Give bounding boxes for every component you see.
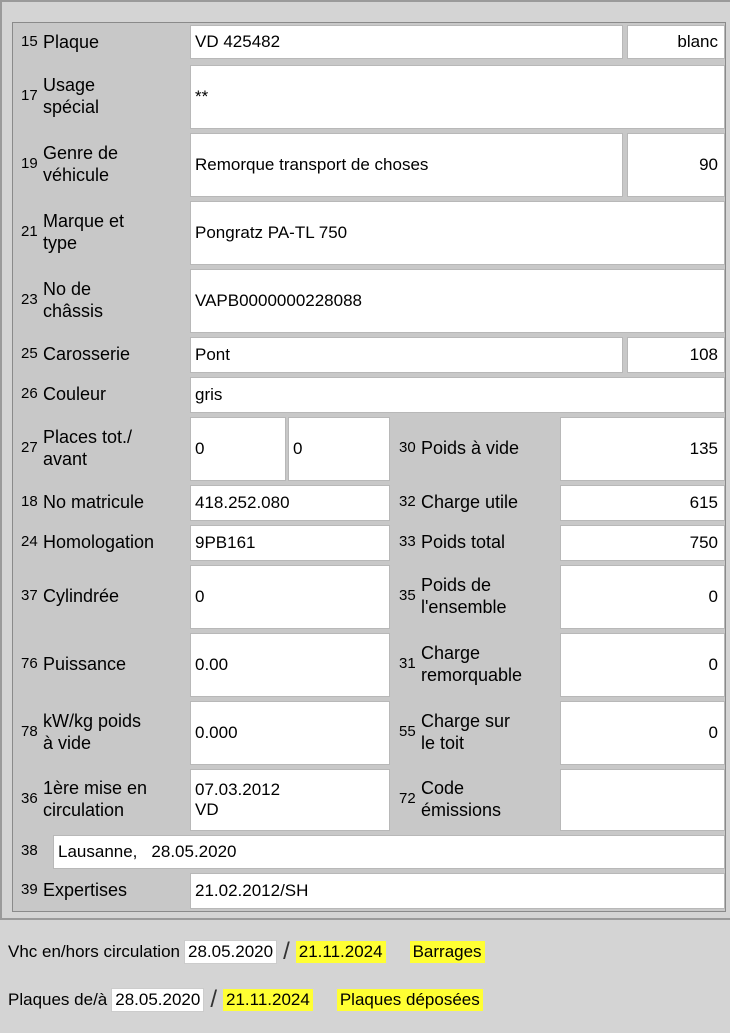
value-mise-canton: VD xyxy=(195,800,219,819)
label-plaque xyxy=(13,23,189,61)
status-footer xyxy=(0,918,730,1033)
label-cylindree xyxy=(13,563,189,629)
value-plaque: VD 425482 xyxy=(190,25,623,59)
value-lieu: Lausanne, xyxy=(58,842,138,861)
field-label-line1: Usage xyxy=(43,75,96,95)
value-mise-circulation xyxy=(190,769,390,831)
field-label: Plaque xyxy=(43,32,100,52)
field-number: 27 xyxy=(21,439,38,456)
value-places-total: 0 xyxy=(190,417,286,481)
field-label: Couleur xyxy=(43,384,107,404)
value-charge-remorquable: 0 xyxy=(560,633,725,697)
label-places xyxy=(13,415,189,481)
field-number: 35 xyxy=(399,587,416,604)
value-charge-utile: 615 xyxy=(560,485,725,521)
label-charge-utile xyxy=(391,483,559,521)
plaques-date-from: 28.05.2020 xyxy=(111,988,204,1012)
vehicle-circulation-row xyxy=(8,938,485,966)
field-number: 19 xyxy=(21,155,38,172)
field-label-line2: l'ensemble xyxy=(421,597,507,617)
value-genre-code: 90 xyxy=(627,133,725,197)
value-charge-toit: 0 xyxy=(560,701,725,765)
value-plaque-color: blanc xyxy=(627,25,725,59)
field-label-line2: émissions xyxy=(421,800,502,820)
field-number: 17 xyxy=(21,87,38,104)
field-label-line1: Charge sur xyxy=(421,711,511,731)
field-label-line1: Charge xyxy=(421,643,481,663)
label-genre xyxy=(13,131,189,197)
field-label-line2: véhicule xyxy=(43,165,110,185)
field-number: 37 xyxy=(21,587,38,604)
label-carosserie xyxy=(13,335,189,373)
field-number: 31 xyxy=(399,655,416,672)
value-kwkg: 0.000 xyxy=(190,701,390,765)
label-puissance xyxy=(13,631,189,697)
label-poids-total xyxy=(391,523,559,561)
plaques-date-to: 21.11.2024 xyxy=(223,989,313,1011)
field-label-line2: type xyxy=(43,233,78,253)
label-charge-remorquable xyxy=(391,631,559,697)
field-label-line2: châssis xyxy=(43,301,104,321)
field-number: 38 xyxy=(21,842,38,859)
label-usage-special xyxy=(13,63,189,129)
label-kwkg xyxy=(13,699,189,765)
field-number: 78 xyxy=(21,723,38,740)
vhc-slash: / xyxy=(283,938,290,965)
value-homologation: 9PB161 xyxy=(190,525,390,561)
field-label-line1: Genre de xyxy=(43,143,119,163)
value-lieu-datum: 28.05.2020 xyxy=(151,842,237,861)
field-label-line2: circulation xyxy=(43,800,125,820)
field-label-line1: Code xyxy=(421,778,465,798)
field-number: 32 xyxy=(399,493,416,510)
value-code-emissions xyxy=(560,769,725,831)
label-chassis xyxy=(13,267,189,333)
field-label: Poids total xyxy=(421,532,506,552)
value-carosserie: Pont xyxy=(190,337,623,373)
field-label: Cylindrée xyxy=(43,586,120,606)
value-marque: Pongratz PA-TL 750 xyxy=(190,201,725,265)
field-label: Homologation xyxy=(43,532,155,552)
field-label: Expertises xyxy=(43,880,128,900)
plaques-status-badge: Plaques déposées xyxy=(337,989,483,1011)
field-number: 23 xyxy=(21,291,38,308)
value-genre: Remorque transport de choses xyxy=(190,133,623,197)
field-label-line1: Poids de xyxy=(421,575,492,595)
label-matricule xyxy=(13,483,189,521)
vhc-status-badge: Barrages xyxy=(410,941,485,963)
field-number: 25 xyxy=(21,345,38,362)
field-label-line2: à vide xyxy=(43,733,92,753)
value-usage-special: ** xyxy=(190,65,725,129)
field-label: Puissance xyxy=(43,654,127,674)
value-carosserie-code: 108 xyxy=(627,337,725,373)
field-label-line1: No de xyxy=(43,279,92,299)
field-label-line1: Places tot./ xyxy=(43,427,133,447)
value-poids-ensemble: 0 xyxy=(560,565,725,629)
value-puissance: 0.00 xyxy=(190,633,390,697)
field-label-line2: spécial xyxy=(43,97,100,117)
value-lieu-date xyxy=(53,835,725,869)
value-matricule: 418.252.080 xyxy=(190,485,390,521)
value-chassis: VAPB0000000228088 xyxy=(190,269,725,333)
field-label-line2: remorquable xyxy=(421,665,523,685)
value-places-avant: 0 xyxy=(288,417,390,481)
value-expertises: 21.02.2012/SH xyxy=(190,873,725,909)
field-number: 21 xyxy=(21,223,38,240)
label-charge-toit xyxy=(391,699,559,765)
label-couleur xyxy=(13,375,189,413)
vhc-date-to: 21.11.2024 xyxy=(296,941,386,963)
label-mise-circulation xyxy=(13,767,189,831)
field-label-line1: Marque et xyxy=(43,211,125,231)
label-poids-ensemble xyxy=(391,563,559,629)
value-couleur: gris xyxy=(190,377,725,413)
vhc-label: Vhc en/hors circulation xyxy=(8,942,180,961)
vhc-date-from: 28.05.2020 xyxy=(184,940,277,964)
field-number: 33 xyxy=(399,533,416,550)
field-number: 18 xyxy=(21,493,38,510)
label-marque xyxy=(13,199,189,265)
field-label-line1: 1ère mise en xyxy=(43,778,148,798)
label-homologation xyxy=(13,523,189,561)
field-label-line1: kW/kg poids xyxy=(43,711,142,731)
label-code-emissions xyxy=(391,767,559,831)
value-poids-total: 750 xyxy=(560,525,725,561)
value-poids-vide: 135 xyxy=(560,417,725,481)
registration-table xyxy=(12,22,726,912)
field-label: Charge utile xyxy=(421,492,519,512)
field-number: 72 xyxy=(399,790,416,807)
label-expertises xyxy=(13,871,189,909)
field-number: 30 xyxy=(399,439,416,456)
value-cylindree: 0 xyxy=(190,565,390,629)
field-number: 24 xyxy=(21,533,38,550)
field-label-line2: le toit xyxy=(421,733,465,753)
field-number: 76 xyxy=(21,655,38,672)
field-number: 26 xyxy=(21,385,38,402)
field-number: 15 xyxy=(21,33,38,50)
label-lieu xyxy=(13,833,53,869)
field-number: 39 xyxy=(21,881,38,898)
value-mise-date: 07.03.2012 xyxy=(195,780,281,799)
plaques-slash: / xyxy=(210,986,218,1013)
plaques-label: Plaques de/à xyxy=(8,990,108,1009)
field-label: Poids à vide xyxy=(421,438,520,458)
field-number: 36 xyxy=(21,790,38,807)
field-label-line2: avant xyxy=(43,449,88,469)
plates-row xyxy=(8,986,483,1014)
field-label: Carosserie xyxy=(43,344,131,364)
label-poids-vide xyxy=(391,415,559,481)
field-label: No matricule xyxy=(43,492,145,512)
field-number: 55 xyxy=(399,723,416,740)
